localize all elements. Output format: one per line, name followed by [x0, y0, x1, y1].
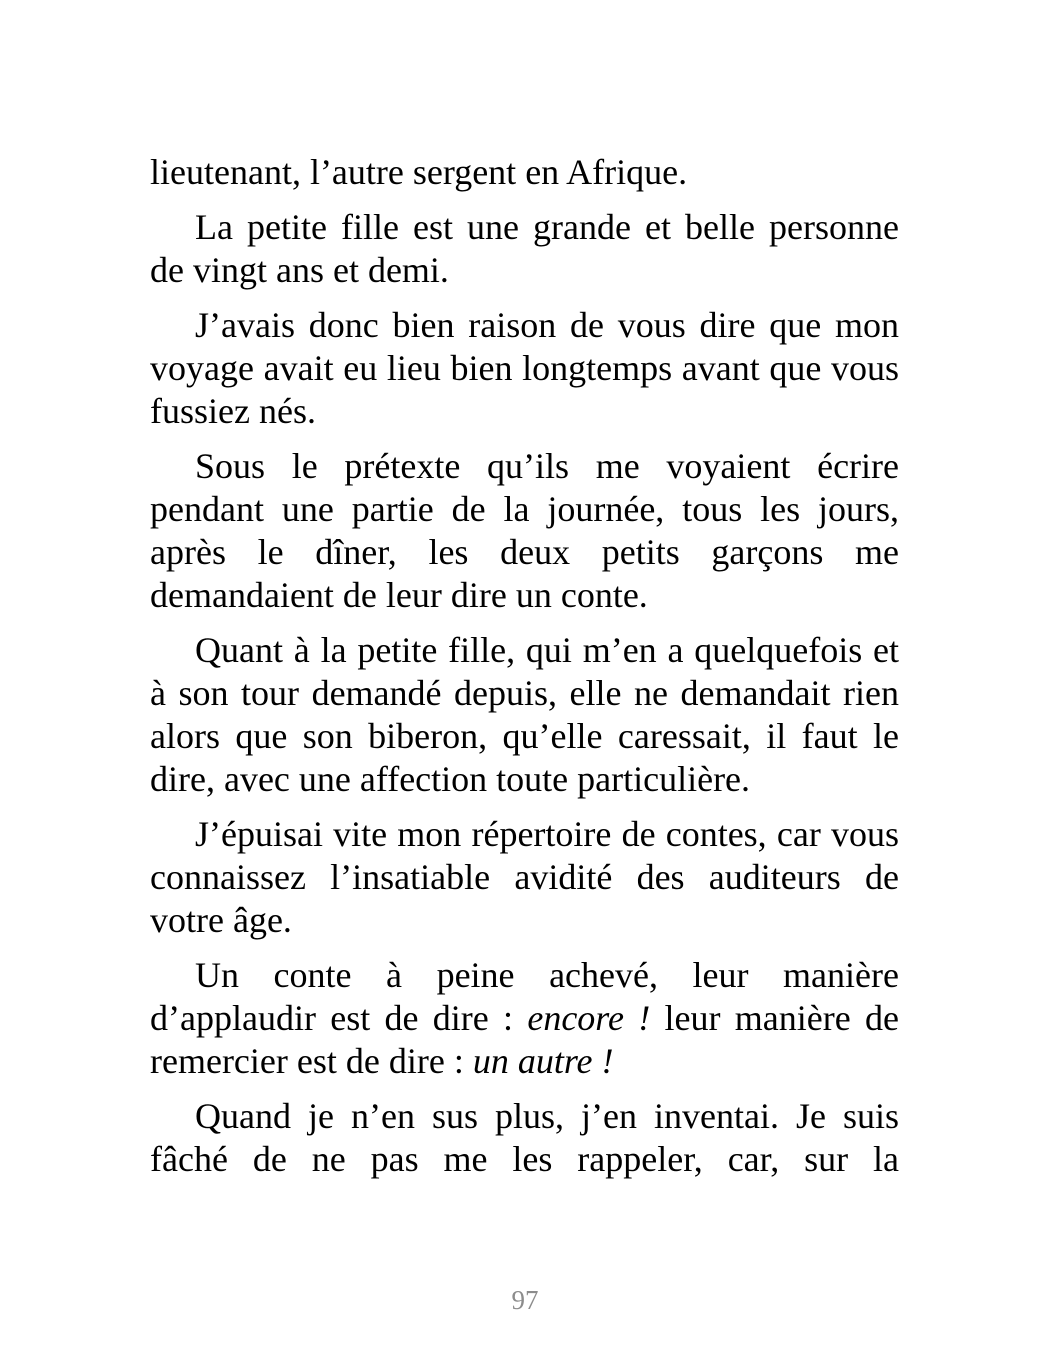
page-body — [150, 151, 899, 1193]
paragraph-7-text-2: leur manière de remercier est de dire : — [150, 998, 899, 1081]
paragraph-6: J’épuisai vite mon répertoire de contes, car vous connaissez l’insatiable avidité des auditeurs de votre âge. — [150, 814, 899, 940]
paragraph-2: La petite fille est une grande et belle personne de vingt ans et demi. — [150, 207, 899, 290]
paragraph-7-emphasis-2: un autre ! — [472, 1041, 614, 1081]
paragraph-4: Sous le prétexte qu’ils me voyaient écrire pendant une partie de la journée, tous les jours, après le dîner, les deux petits garçons me demandaient de leur dire un conte. — [150, 446, 899, 615]
paragraph-1: lieutenant, l’autre sergent en Afrique. — [150, 152, 688, 192]
paragraph-7-text-1: Un conte à peine achevé, leur manière d’applaudir est de dire : — [150, 955, 899, 1038]
paragraph-3: J’avais donc bien raison de vous dire que mon voyage avait eu lieu bien longtemps avant que vous fussiez nés. — [150, 305, 899, 431]
paragraph-5: Quant à la petite fille, qui m’en a quelquefois et à son tour demandé depuis, elle ne demandait rien alors que son biberon, qu’elle caressait, il faut le dire, avec une affection toute particulière. — [150, 630, 899, 799]
paragraph-7 — [150, 954, 899, 1083]
page-number: 97 — [511, 1285, 539, 1315]
paragraph-8: Quand je n’en sus plus, j’en inventai. Je suis fâché de ne pas me les rappeler, car, sur la — [150, 1096, 899, 1179]
paragraph-7-emphasis-1: encore ! — [527, 998, 651, 1038]
